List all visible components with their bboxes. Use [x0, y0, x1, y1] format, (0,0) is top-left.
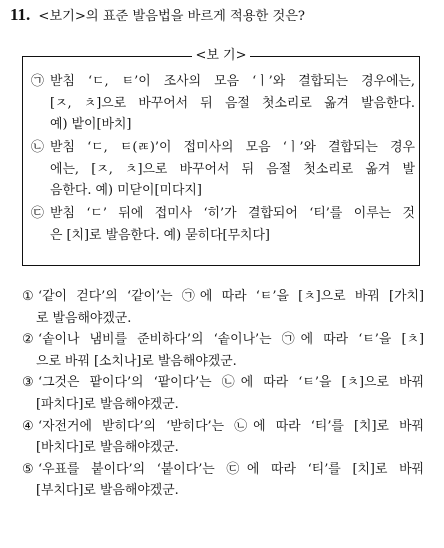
rule-3-line-2: 은 [치]로 발음한다. 예) 묻히다[무치다]	[50, 227, 270, 243]
example-box-title	[23, 48, 419, 64]
rule-1-line-2: [ㅈ, ㅊ]으로 바꾸어서 뒤 음절 첫소리로 옮겨 발음한다.	[50, 95, 415, 111]
rule-3-text-1: 받침 ‘ㄷ’ 뒤에 접미사 ‘히’가 결합되어 ‘티’를 이루는 것	[50, 206, 415, 221]
rule-2-text-1: 받침 ‘ㄷ, ㅌ(ㄾ)’이 접미사의 모음 ‘ㅣ’와 결합되는 경우	[50, 140, 415, 155]
option-3-text-1: ‘그것은 팥이다’의 ‘팥이다’는 ㉡에 따라 ‘ㅌ’을 [ㅊ]으로 바꿔	[38, 375, 424, 391]
question-number: 11.	[10, 5, 31, 24]
option-4-line-2: [바치다]로 발음해야겠군.	[36, 440, 179, 456]
option-1[interactable]	[22, 286, 424, 329]
example-box	[22, 48, 420, 266]
rule-1-text-1: 받침 ‘ㄷ, ㅌ’이 조사의 모음 ‘ㅣ’와 결합되는 경우에는,	[50, 74, 415, 89]
option-4[interactable]	[22, 416, 424, 459]
rule-2-line-2: 에는, [ㅈ, ㅊ]으로 바꾸어서 뒤 음절 첫소리로 옮겨 발	[50, 161, 415, 177]
option-5-line-1	[22, 459, 424, 481]
option-1-text-1: ‘같이 걷다’의 ‘같이’는 ㉠에 따라 ‘ㅌ’을 [ㅊ]으로 바꿔 [가치]	[38, 289, 424, 304]
rule-1-marker: ㉠	[31, 74, 44, 89]
example-box-title-text: <보 기>	[192, 48, 249, 64]
option-4-text-1: ‘자전거에 받히다’의 ‘받히다’는 ㉡에 따라 ‘티’를 [치]로 바꿔	[38, 418, 424, 434]
option-4-number: ④	[22, 418, 34, 434]
option-3-line-2: [파치다]로 발음해야겠군.	[36, 396, 179, 412]
option-3-number: ③	[22, 375, 34, 391]
rule-3-line-1	[31, 203, 415, 225]
rule-1	[31, 71, 415, 136]
rule-2	[31, 137, 415, 202]
rule-3	[31, 203, 415, 246]
question-stem	[10, 6, 436, 26]
answer-options	[22, 286, 424, 502]
option-2[interactable]	[22, 329, 424, 372]
option-4-line-1	[22, 416, 424, 438]
option-1-line-2: 로 발음해야겠군.	[36, 310, 132, 326]
option-3[interactable]	[22, 372, 424, 415]
option-2-text-1: ‘솥이나 냄비를 준비하다’의 ‘솥이나’는 ㉠에 따라 ‘ㅌ’을 [ㅊ]	[38, 332, 424, 348]
rule-2-marker: ㉡	[31, 140, 44, 155]
option-1-number: ①	[22, 289, 34, 304]
option-3-line-1	[22, 372, 424, 394]
rule-3-marker: ㉢	[31, 206, 44, 221]
question-text: <보기>의 표준 발음법을 바르게 적용한 것은?	[38, 9, 306, 24]
option-5[interactable]	[22, 459, 424, 502]
option-2-line-1	[22, 329, 424, 351]
option-1-line-1	[22, 286, 424, 308]
rule-1-line-3: 예) 밭이[바치]	[50, 117, 132, 132]
rule-2-line-1	[31, 137, 415, 159]
option-5-text-1: ‘우표를 붙이다’의 ‘붙이다’는 ㉢에 따라 ‘티’를 [치]로 바꿔	[38, 461, 424, 477]
rule-2-line-3: 음한다. 예) 미닫이[미다지]	[50, 183, 202, 198]
option-5-line-2: [부치다]로 발음해야겠군.	[36, 483, 179, 499]
rule-1-line-1	[31, 71, 415, 93]
option-5-number: ⑤	[22, 461, 34, 477]
option-2-line-2: 으로 바꿔 [소치나]로 발음해야겠군.	[36, 353, 237, 369]
option-2-number: ②	[22, 332, 34, 348]
